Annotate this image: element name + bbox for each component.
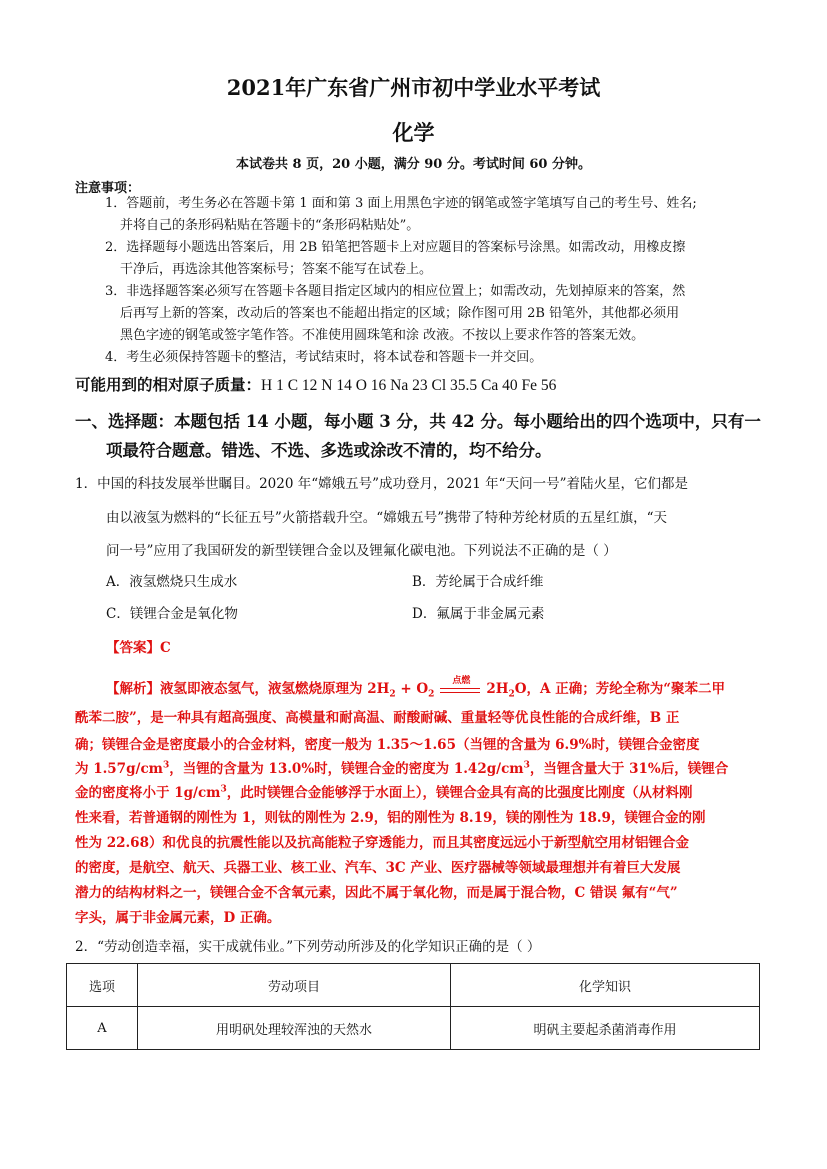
exam-info: 本试卷共 8 页，20 小题，满分 90 分。考试时间 60 分钟。 [236,157,591,172]
table-header-row [67,964,760,1007]
table-cell: 用明矾处理较浑浊的天然水 [138,1007,451,1050]
atomic-masses-label: 可能用到的相对原子质量： [75,375,262,394]
question-2-stem: 2．“劳动创造幸福，实干成就伟业。”下列劳动所涉及的化学知识正确的是（ ） [75,939,541,955]
option-a: A．液氢燃烧只生成水 [106,574,238,590]
analysis-line: 性来看，若普通钢的刚性为 1，则钛的刚性为 2.9，铝的刚性为 8.19，镁的刚性为 18.9，镁锂合金的刚 [75,810,706,826]
note-line: 3．非选择题答案必须写在答题卡各题目指定区域内的相应位置上；如需改动，先划掉原来的答案，然 [105,284,686,299]
question-1-line: 由以液氢为燃料的“长征五号”火箭搭载升空。“嫦娥五号”携带了特种芳纶材质的五星红旗，“天 [106,510,668,526]
analysis-line: 的密度，是航空、航天、兵器工业、核工业、汽车、3C 产业、医疗器械等领域最理想并有着巨大发展 [75,860,681,876]
option-c: C．镁锂合金是氧化物 [106,606,238,622]
table-header-cell: 劳动项目 [138,964,451,1007]
analysis-line: 【解析】液氢即液态氢气，液氢燃烧原理为 $2H_2 + O_2$ 点燃 $2H_2O$，A 正确；芳纶全称为“聚苯二甲 [106,675,725,700]
note-line: 1．答题前，考生务必在答题卡第 1 面和第 3 面上用黑色字迹的钢笔或签字笔填写自己的考生号、姓名; [105,196,697,211]
atomic-masses-values: H 1 C 12 N 14 O 16 Na 23 Cl 35.5 Ca 40 Fe 56 [261,377,557,394]
note-line: 并将自己的条形码粘贴在答题卡的“条形码粘贴处”。 [120,218,420,233]
notes-heading: 注意事项： [75,181,141,196]
equilibrium-sign: 点燃 [440,683,480,697]
section-heading-line2: 项最符合题意。错选、不选、多选或涂改不清的，均不给分。 [106,441,552,460]
analysis-line: 确；镁锂合金是密度最小的合金材料，密度一般为 1.35～1.65（当锂的含量为 6.9%时，镁锂合金密度 [75,737,700,753]
page-title: 2021年广东省广州市初中学业水平考试 [226,75,601,100]
table-header-cell: 选项 [67,964,138,1007]
table-header-cell: 化学知识 [451,964,760,1007]
note-line: 干净后，再选涂其他答案标号；答案不能写在试卷上。 [120,262,433,277]
option-b: B．芳纶属于合成纤维 [412,574,544,590]
analysis-line: 为 $1.57g/cm^3$，当锂的含量为 13.0%时，镁锂合金的密度为 $1.42g/cm^3$，当锂含量大于 31%后，镁锂合 [75,760,729,777]
note-line: 2．选择题每小题选出答案后，用 2B 铅笔把答题卡上对应题目的答案标号涂黑。如需改动，用橡皮擦 [105,240,686,255]
atomic-masses [75,373,556,395]
section-heading-line1: 一、选择题：本题包括 14 小题，每小题 3 分，共 42 分。每小题给出的四个选项中，只有一 [75,412,761,431]
option-d: D．氟属于非金属元素 [412,606,545,622]
analysis-line: 性为 22.68）和优良的抗震性能以及抗高能粒子穿透能力，而且其密度远远小于新型航空用材铝锂合金 [75,835,689,851]
analysis-line: 字头，属于非金属元素，D 正确。 [75,910,281,926]
analysis-line: 酰苯二胺”，是一种具有超高强度、高模量和耐高温、耐酸耐碱、重量轻等优良性能的合成纤维，B 正 [75,710,680,726]
question-1-line: 问一号”应用了我国研发的新型镁锂合金以及锂氟化碳电池。下列说法不正确的是（ ） [106,543,617,559]
analysis-line: 金的密度将小于 $1g/cm^3$，此时镁锂合金能够浮于水面上），镁锂合金具有高的比强度比刚度（从材料刚 [75,784,693,801]
note-line: 黑色字迹的钢笔或签字笔作答。不准使用圆珠笔和涂 改液。不按以上要求作答的答案无效。 [120,328,645,343]
note-line: 4．考生必须保持答题卡的整洁，考试结束时，将本试卷和答题卡一并交回。 [105,350,543,365]
analysis-line: 潜力的结构材料之一，镁锂合金不含氧元素，因此不属于氧化物，而是属于混合物，C 错误 氟有“气” [75,885,678,901]
table-row [67,1007,760,1050]
note-line: 后再写上新的答案，改动后的答案也不能超出指定的区域；除作图可用 2B 铅笔外，其他都必须用 [120,306,680,321]
subject-title: 化学 [392,120,435,145]
table-cell: 明矾主要起杀菌消毒作用 [451,1007,760,1050]
question-1-line: 1．中国的科技发展举世瞩目。2020 年“嫦娥五号”成功登月，2021 年“天问一号”着陆火星，它们都是 [75,476,688,492]
question-2-table [66,963,760,1050]
table-cell: A [67,1007,138,1050]
answer: 【答案】C [106,640,171,656]
